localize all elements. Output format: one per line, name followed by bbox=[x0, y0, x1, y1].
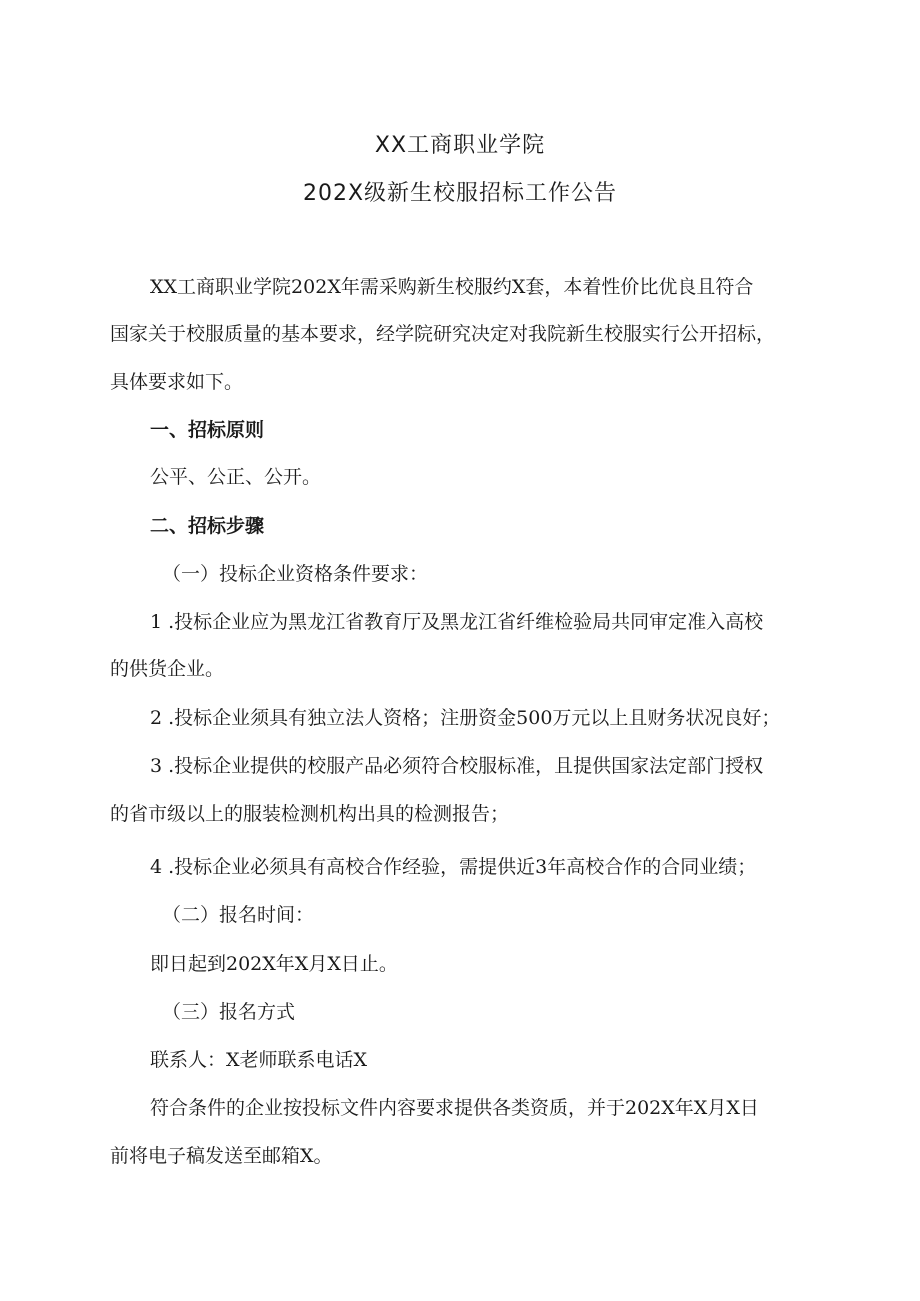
item1-line-1: 1 .投标企业应为黑龙江省教育厅及黑龙江省纤维检验局共同审定准入高校 bbox=[150, 611, 764, 633]
sub3-text-line-1: 符合条件的企业按投标文件内容要求提供各类资质，并于202X年X月X日 bbox=[150, 1097, 759, 1119]
document-title-announcement: 202X级新生校服招标工作公告 bbox=[302, 181, 618, 206]
sub3-heading: （三）报名方式 bbox=[162, 1001, 296, 1023]
section1-text: 公平、公正、公开。 bbox=[150, 466, 322, 488]
item3-line-2: 的省市级以上的服装检测机构出具的检测报告； bbox=[110, 803, 510, 825]
item4: 4 .投标企业必须具有高校合作经验，需提供近3年高校合作的合同业绩； bbox=[150, 856, 757, 878]
item1-line-2: 的供货企业。 bbox=[110, 658, 225, 680]
sub3-contact: 联系人：X老师联系电话X bbox=[150, 1049, 368, 1071]
sub2-text: 即日起到202X年X月X日止。 bbox=[150, 953, 398, 975]
document-title-institution: XX工商职业学院 bbox=[374, 133, 546, 158]
item2: 2 .投标企业须具有独立法人资格；注册资金500万元以上且财务状况良好； bbox=[150, 707, 781, 729]
section2-heading: 二、招标步骤 bbox=[150, 515, 265, 537]
sub2-heading: （二）报名时间： bbox=[162, 904, 315, 926]
item3-line-1: 3 .投标企业提供的校服产品必须符合校服标准，且提供国家法定部门授权 bbox=[150, 755, 764, 777]
intro-line-1: XX工商职业学院202X年需采购新生校服约X套，本着性价比优良且符合 bbox=[150, 276, 754, 298]
sub3-text-line-2: 前将电子稿发送至邮箱X。 bbox=[110, 1145, 333, 1167]
sub1-heading: （一）投标企业资格条件要求： bbox=[162, 563, 429, 585]
section1-heading: 一、招标原则 bbox=[150, 419, 265, 441]
intro-line-3: 具体要求如下。 bbox=[110, 371, 244, 393]
intro-line-2: 国家关于校服质量的基本要求，经学院研究决定对我院新生校服实行公开招标， bbox=[110, 323, 776, 345]
